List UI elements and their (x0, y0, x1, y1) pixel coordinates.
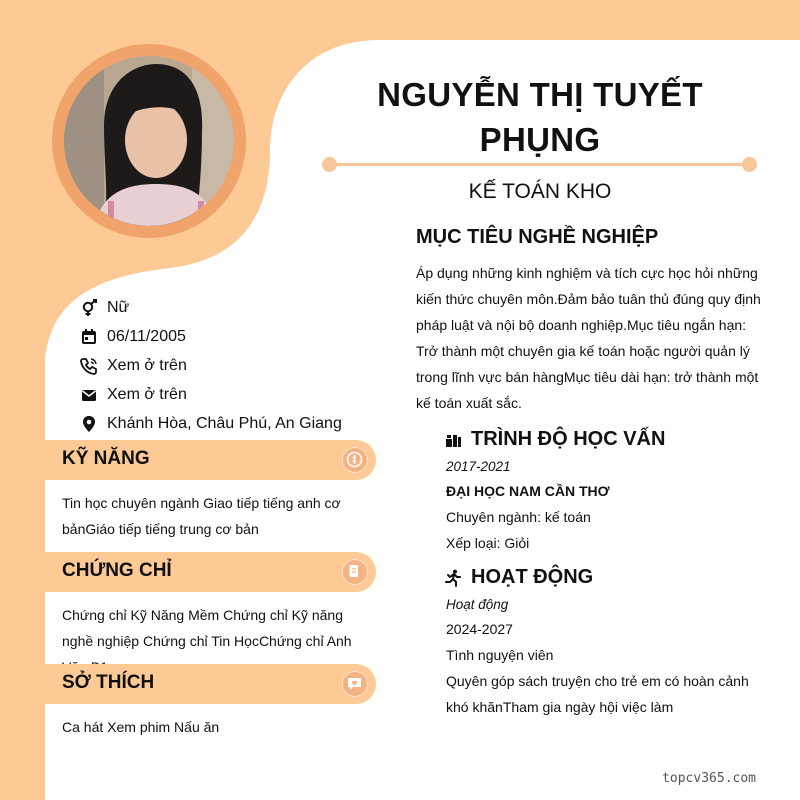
full-name (340, 72, 740, 162)
activities-period: 2024-2027 (446, 621, 513, 637)
certificates-text: Chứng chỉ Kỹ Năng Mềm Chứng chỉ Kỹ năng nghề nghiệp Chứng chỉ Tin HọcChứng chỉ Anh (62, 607, 352, 649)
running-person-icon (444, 569, 462, 587)
certificates-header (45, 552, 376, 592)
education-body (446, 456, 764, 556)
certificates-heading: CHỨNG CHỈ (62, 560, 172, 581)
contact-email-text[interactable]: Xem ở trên (107, 385, 187, 403)
contact-birthday-text: 06/11/2005 (107, 327, 186, 345)
hobbies-header (45, 664, 376, 704)
skills-text: Tin học chuyên ngành Giao tiếp tiếng anh cơ bảnGiáo tiếp tiếng trung cơ bản (62, 495, 341, 537)
hobbies-text: Ca hát Xem phim Nấu ăn (62, 719, 220, 735)
certificates-badge (342, 559, 368, 585)
title-divider (322, 157, 757, 173)
gender-icon (80, 299, 98, 317)
objective-text: Áp dụng những kinh nghiệm và tích cực học hỏi những kiến thức chuyên môn.Đảm bảo tuân thủ đúng quy định pháp luật và nội bộ doanh nghiệp.Mục tiêu ngắn hạn: Trở thành một chuyên gia kế toán hoặc người quản lý trong lĩnh vực bán hàngMục tiêu dài hạn: trở thành một kế toán xuất sắc. (416, 265, 761, 411)
hobbies-heading: SỞ THÍCH (62, 672, 155, 693)
coin-icon (343, 448, 366, 471)
education-school: ĐẠI HỌC NAM CẦN THƠ (446, 483, 610, 499)
envelope-icon (80, 386, 98, 404)
skills-header (45, 440, 376, 480)
contact-phone-text[interactable]: Xem ở trên (107, 356, 187, 374)
contact-gender (80, 293, 380, 322)
activities-description: Quyên góp sách truyện cho trẻ em có hoàn cảnh khó khănTham gia ngày hội việc làm (446, 673, 749, 715)
objective-heading: MỤC TIÊU NGHỀ NGHIỆP (416, 226, 659, 248)
scroll-icon (343, 560, 366, 583)
activities-heading: HOẠT ĐỘNG (471, 566, 594, 588)
skills-badge (342, 447, 368, 473)
activities-header (444, 566, 593, 589)
contact-birthday (80, 322, 380, 351)
chat-heart-icon (343, 672, 366, 695)
calendar-icon (80, 328, 98, 346)
hobbies-badge (342, 671, 368, 697)
avatar (64, 56, 234, 226)
map-pin-icon (80, 415, 98, 433)
contact-email (80, 380, 380, 409)
footer-site[interactable]: topcv365.com (662, 771, 756, 786)
skills-heading: KỸ NĂNG (62, 448, 150, 469)
books-icon (444, 431, 462, 449)
activities-body (446, 594, 764, 720)
activities-subtitle: Hoạt động (446, 597, 509, 612)
contact-address (80, 409, 380, 438)
contact-phone (80, 351, 380, 380)
job-title: KẾ TOÁN KHO (468, 180, 612, 203)
education-header (444, 428, 665, 451)
education-heading: TRÌNH ĐỘ HỌC VẤN (471, 428, 666, 450)
activities-role: Tình nguyện viên (446, 647, 554, 663)
education-grade: Xếp loại: Giỏi (446, 535, 530, 551)
name-line-2: PHỤNG (479, 121, 601, 158)
education-major: Chuyên ngành: kế toán (446, 509, 591, 525)
contact-gender-text: Nữ (107, 298, 130, 316)
education-period: 2017-2021 (446, 459, 511, 474)
contact-address-text: Khánh Hòa, Châu Phú, An Giang (107, 414, 342, 432)
phone-icon (80, 357, 98, 375)
contact-list (80, 293, 380, 438)
name-line-1: NGUYỄN THỊ TUYẾT (377, 76, 703, 113)
